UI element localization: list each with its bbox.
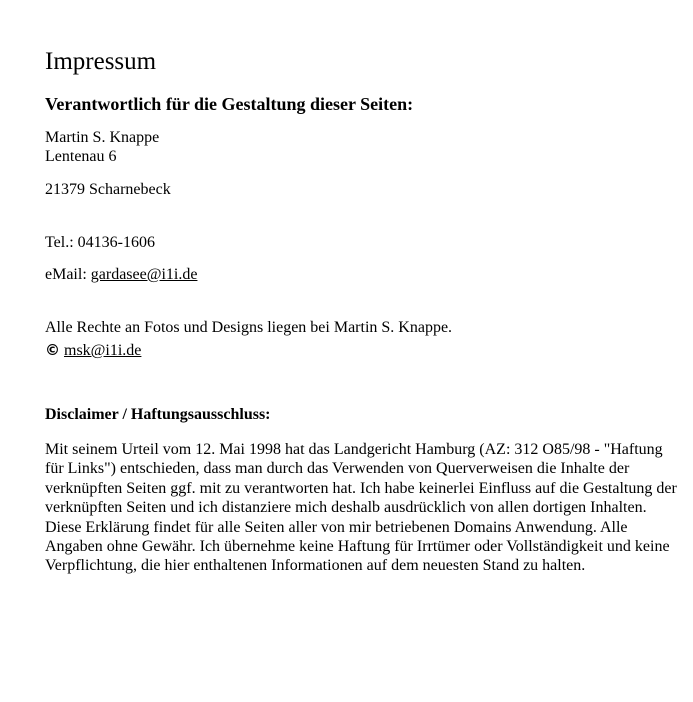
- email-line: [45, 265, 197, 285]
- copyright-line: [45, 340, 141, 361]
- phone-number: Tel.: 04136-1606: [45, 234, 155, 251]
- copyright-email-link[interactable]: msk@i1i.de: [64, 342, 142, 359]
- owner-name: Martin S. Knappe: [45, 129, 160, 146]
- disclaimer-text: Mit seinem Urteil vom 12. Mai 1998 hat das Landgericht Hamburg (AZ: 312 O85/98 - "Haftung für Links") entschieden, dass man durch das Verwenden von Querverweisen die Inhalte der verknüpften Seiten ggf. mit zu verantworten hat. Ich habe keinerlei Einfluss auf die Gestaltung der verknüpften Seiten und ich distanziere mich deshalb ausdrücklich von allen dortigen Inhalten. Diese Erklärung findet für alle Seiten aller von mir betriebenen Domains Anwendung. Alle Angaben ohne Gewähr. Ich übernehme keine Haftung für Irrtümer oder Vollständigkeit und keine Verpflichtung, die hier enthaltenen Informationen auf dem neuesten Stand zu halten.: [45, 441, 677, 575]
- responsible-heading: Verantwortlich für die Gestaltung dieser Seiten:: [45, 94, 414, 114]
- page-title: Impressum: [45, 48, 157, 75]
- street-address: Lentenau 6: [45, 148, 117, 165]
- copyright-icon: ©: [45, 341, 60, 359]
- rights-text: Alle Rechte an Fotos und Designs liegen bei Martin S. Knappe.: [45, 319, 453, 336]
- disclaimer-heading: Disclaimer / Haftungsausschluss:: [45, 406, 271, 423]
- email-link[interactable]: gardasee@i1i.de: [90, 266, 198, 283]
- email-label: eMail:: [45, 266, 87, 283]
- postal-city: 21379 Scharnebeck: [45, 181, 171, 198]
